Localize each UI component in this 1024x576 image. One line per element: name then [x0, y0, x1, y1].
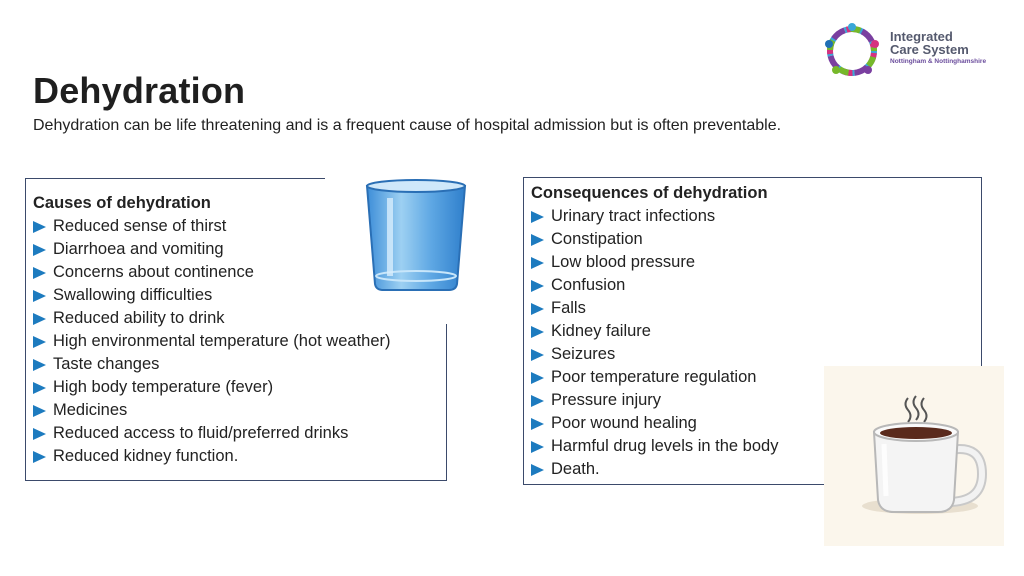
- page-subtitle: Dehydration can be life threatening and is a frequent cause of hospital admission but is often preventable.: [33, 117, 782, 134]
- play-triangle-icon: [33, 244, 46, 256]
- list-item-label: Swallowing difficulties: [53, 286, 213, 304]
- play-triangle-icon: [531, 395, 544, 407]
- logo-line-3: Nottingham & Nottinghamshire: [890, 58, 987, 65]
- play-triangle-icon: [531, 441, 544, 453]
- play-triangle-icon: [33, 313, 46, 325]
- ics-people-ring-icon: [822, 20, 884, 82]
- play-triangle-icon: [531, 234, 544, 246]
- play-triangle-icon: [33, 428, 46, 440]
- list-item-label: Seizures: [551, 345, 616, 363]
- list-item: [33, 445, 391, 468]
- consequences-list: [531, 182, 778, 481]
- page-title: Dehydration: [33, 70, 246, 111]
- list-item: [33, 215, 391, 238]
- list-item-label: High body temperature (fever): [53, 378, 274, 396]
- logo-line-2: Care System: [890, 42, 969, 57]
- play-triangle-icon: [33, 290, 46, 302]
- list-item: [531, 435, 778, 458]
- play-triangle-icon: [33, 336, 46, 348]
- list-item-label: Reduced sense of thirst: [53, 217, 227, 235]
- list-item-label: Reduced kidney function.: [53, 447, 239, 465]
- play-triangle-icon: [531, 303, 544, 315]
- logo-line-1: Integrated: [890, 29, 953, 44]
- list-item-label: Harmful drug levels in the body: [551, 437, 779, 455]
- list-item-label: Pressure injury: [551, 391, 662, 409]
- list-item: [531, 251, 778, 274]
- hot-drink-image: [824, 366, 1004, 546]
- list-item-label: Medicines: [53, 401, 128, 419]
- play-triangle-icon: [531, 257, 544, 269]
- list-item-label: Confusion: [551, 276, 626, 294]
- list-item-label: Constipation: [551, 230, 643, 248]
- play-triangle-icon: [33, 451, 46, 463]
- list-item: [531, 320, 778, 343]
- list-item: [531, 458, 778, 481]
- play-triangle-icon: [33, 221, 46, 233]
- list-item-label: Urinary tract infections: [551, 207, 716, 225]
- play-triangle-icon: [33, 405, 46, 417]
- list-item-label: Kidney failure: [551, 322, 651, 340]
- ics-logo: [822, 20, 992, 82]
- causes-list: [33, 192, 391, 468]
- play-triangle-icon: [531, 211, 544, 223]
- list-item-label: Reduced access to fluid/preferred drinks: [53, 424, 349, 442]
- list-item: [531, 274, 778, 297]
- list-item-label: Poor temperature regulation: [551, 368, 757, 386]
- consequences-heading: Consequences of dehydration: [531, 184, 768, 202]
- list-item-label: Falls: [551, 299, 586, 317]
- play-triangle-icon: [531, 280, 544, 292]
- list-item: [531, 228, 778, 251]
- list-item-label: High environmental temperature (hot weather): [53, 332, 391, 350]
- list-item-label: Poor wound healing: [551, 414, 697, 432]
- list-item: [531, 366, 778, 389]
- list-item: [531, 412, 778, 435]
- list-item: [33, 376, 391, 399]
- list-item: [33, 261, 391, 284]
- list-item: [33, 284, 391, 307]
- list-item: [33, 399, 391, 422]
- list-item-label: Concerns about continence: [53, 263, 254, 281]
- list-item: [531, 205, 778, 228]
- list-item-label: Reduced ability to drink: [53, 309, 225, 327]
- list-item: [531, 389, 778, 412]
- play-triangle-icon: [531, 464, 544, 476]
- list-item: [33, 307, 391, 330]
- list-item: [33, 330, 391, 353]
- logo-text: [890, 30, 986, 68]
- list-item-label: Diarrhoea and vomiting: [53, 240, 224, 258]
- list-item-label: Low blood pressure: [551, 253, 696, 271]
- play-triangle-icon: [531, 349, 544, 361]
- list-item: [531, 297, 778, 320]
- play-triangle-icon: [33, 267, 46, 279]
- play-triangle-icon: [33, 382, 46, 394]
- hot-drink-mug-icon: [824, 366, 1004, 546]
- list-item: [33, 422, 391, 445]
- list-item: [33, 238, 391, 261]
- list-item-label: Taste changes: [53, 355, 160, 373]
- play-triangle-icon: [531, 372, 544, 384]
- causes-heading: Causes of dehydration: [33, 194, 211, 212]
- list-item: [33, 353, 391, 376]
- play-triangle-icon: [33, 359, 46, 371]
- play-triangle-icon: [531, 326, 544, 338]
- list-item-label: Death.: [551, 460, 600, 478]
- list-item: [531, 343, 778, 366]
- play-triangle-icon: [531, 418, 544, 430]
